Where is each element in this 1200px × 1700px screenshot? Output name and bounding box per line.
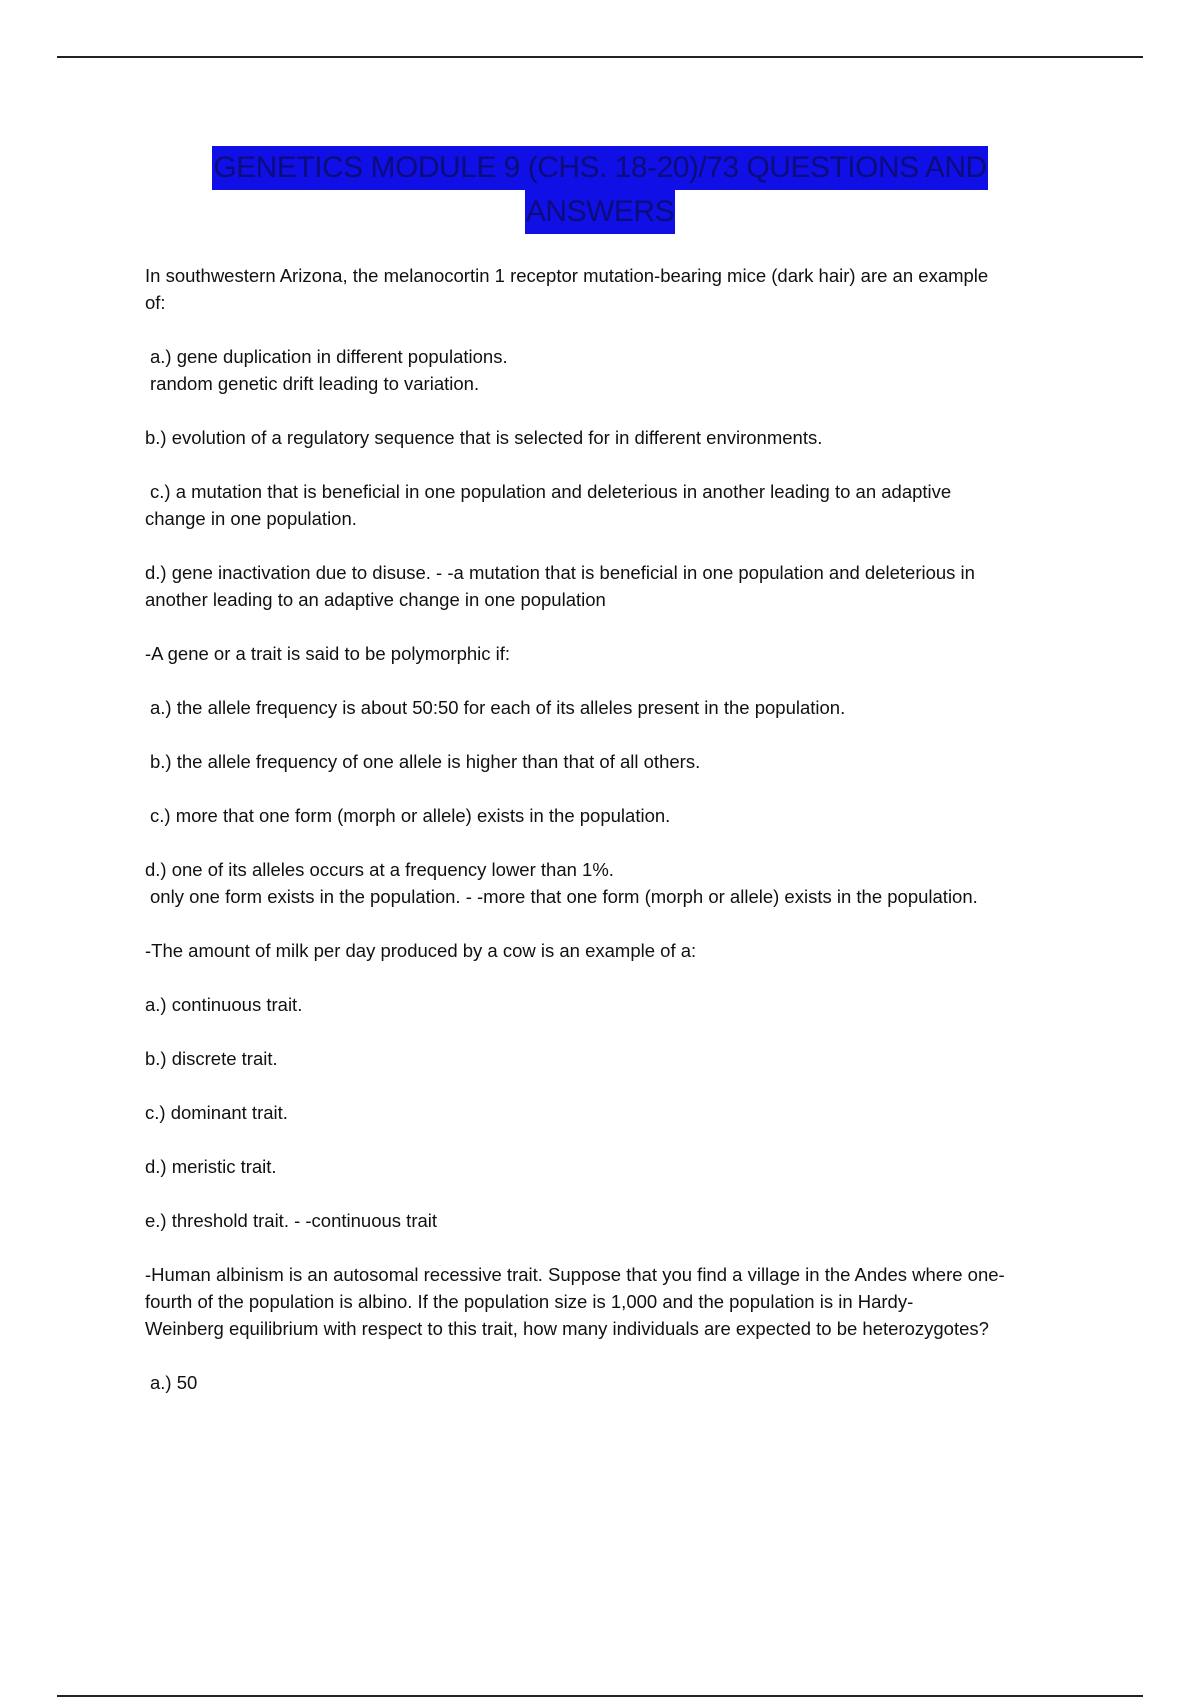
question-3-stem: -The amount of milk per day produced by a cow is an example of a: — [145, 940, 697, 961]
question-4-stem: -Human albinism is an autosomal recessive trait. Suppose that you find a village in the Andes where one- fourth of the population is albino. If the population size is 1,000 and the population is in Hardy- Weinberg equilibrium with respect to this trait, how many individuals are expected to be heterozygotes? — [145, 1264, 1005, 1339]
question-3-option-e-answer: e.) threshold trait. - -continuous trait — [145, 1210, 438, 1231]
question-3-option-b: b.) discrete trait. — [145, 1048, 278, 1069]
question-3-option-a: a.) continuous trait. — [145, 994, 303, 1015]
question-1-option-c: c.) a mutation that is beneficial in one population and deleterious in another leading to an adaptive change in one population. — [145, 481, 952, 529]
question-2-option-d-answer: d.) one of its alleles occurs at a frequency lower than 1%. only one form exists in the population. - -more that one form (morph or allele) exists in the population. — [145, 859, 978, 907]
title-line-2: ANSWERS — [525, 190, 675, 234]
question-2-stem: -A gene or a trait is said to be polymorphic if: — [145, 643, 511, 664]
question-4-option-a: a.) 50 — [150, 1372, 198, 1393]
question-2-option-a: a.) the allele frequency is about 50:50 for each of its alleles present in the population. — [150, 697, 846, 718]
question-1-option-d-answer: d.) gene inactivation due to disuse. - -a mutation that is beneficial in one population and deleterious in another leading to an adaptive change in one population — [145, 562, 975, 610]
footer-rule — [57, 1695, 1143, 1697]
question-2-option-c: c.) more that one form (morph or allele) exists in the population. — [150, 805, 671, 826]
title-line-1: GENETICS MODULE 9 (CHS. 18-20)/73 QUESTIONS AND — [212, 146, 987, 190]
question-3-option-d: d.) meristic trait. — [145, 1156, 277, 1177]
question-3-option-c: c.) dominant trait. — [145, 1102, 288, 1123]
question-1-stem: In southwestern Arizona, the melanocortin 1 receptor mutation-bearing mice (dark hair) are an example of: — [145, 265, 989, 313]
question-1-option-a: a.) gene duplication in different populations. random genetic drift leading to variation. — [150, 346, 508, 394]
document-title — [0, 146, 1200, 234]
question-2-option-b: b.) the allele frequency of one allele is higher than that of all others. — [150, 751, 701, 772]
document-body — [145, 262, 1095, 1423]
header-rule — [57, 56, 1143, 58]
question-1-option-b: b.) evolution of a regulatory sequence that is selected for in different environments. — [145, 427, 823, 448]
